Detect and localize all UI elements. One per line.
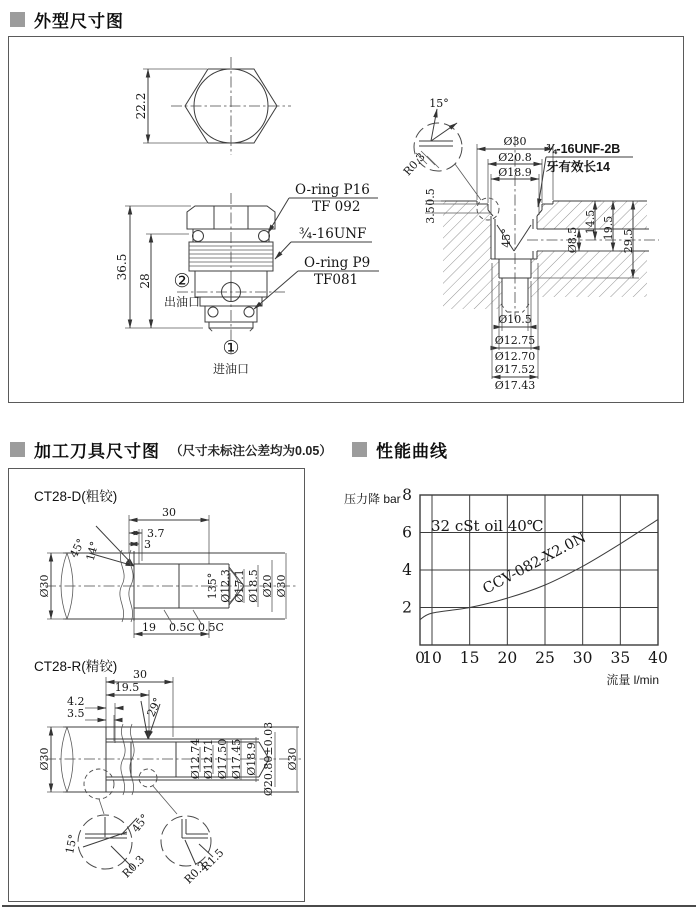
ct28r-detail-15: 15° [63, 833, 80, 855]
ct28d-chamfer2: 0.5C [198, 621, 224, 634]
section-outline-title: 外型尺寸图 [34, 12, 124, 31]
x-tick-label: 15 [459, 649, 480, 667]
port1-label: 进油口 [212, 362, 250, 376]
cavity-chamfer-45: 45° [500, 228, 513, 248]
x-tick-label: 20 [497, 649, 518, 667]
y-tick-label: 4 [402, 561, 412, 579]
svg-text:Ø17.1: Ø17.1 [233, 569, 246, 603]
ct28d-dim30: 30 [162, 506, 176, 519]
ct28d-dim37: 3.7 [147, 527, 165, 540]
dim-d30: Ø30 [503, 135, 527, 148]
dim-d1752: Ø17.52 [494, 363, 536, 376]
ct28r-dim42: 4.2 [67, 695, 85, 708]
svg-text:Ø30: Ø30 [286, 747, 299, 771]
dim-d208: Ø20.8 [498, 151, 532, 164]
dim-d1270: Ø12.70 [494, 350, 536, 363]
y-tick-label: 8 [402, 486, 412, 504]
x-tick-label: 30 [572, 649, 593, 667]
dim-d189: Ø18.9 [498, 166, 532, 179]
dim-d1275: Ø12.75 [494, 334, 536, 347]
y-axis-label: 压力降 bar [344, 492, 401, 506]
dim-d85: Ø8.5 [566, 226, 579, 254]
dim-28: 28 [138, 273, 152, 289]
x-tick-label: 0 [415, 649, 425, 667]
outline-drawing [9, 37, 682, 401]
x-axis-label: 流量 l/min [606, 673, 659, 687]
port2-label: 出油口 [163, 295, 201, 309]
bottom-rule [2, 905, 696, 907]
square-bullet-icon [10, 12, 25, 27]
x-tick-label: 35 [610, 649, 631, 667]
section-outline-header [10, 7, 124, 32]
curve-label: CCV-082-X2.0N [480, 529, 589, 598]
callout-oring-p9: O-ring P9 [304, 255, 371, 271]
callout-tf092: TF 092 [312, 199, 361, 215]
dim-d105: Ø10.5 [498, 313, 532, 326]
svg-text:Ø20: Ø20 [261, 574, 274, 598]
ct28r-title: CT28-R(精铰) [34, 659, 118, 674]
dim-145: 14.5 [584, 209, 597, 235]
tooling-drawing-frame [8, 468, 305, 902]
callout-tf081: TF081 [314, 272, 359, 288]
dim-d1743: Ø17.43 [494, 379, 536, 392]
ct28d-chamfer1: 0.5C [169, 621, 195, 634]
svg-text:Ø18.5: Ø18.5 [247, 569, 260, 603]
svg-text:Ø17.45: Ø17.45 [230, 738, 243, 780]
x-tick-label: 25 [535, 649, 555, 667]
section-tooling-header [10, 437, 332, 462]
ct28r-drawing [38, 668, 301, 814]
valve-front-view [177, 193, 285, 353]
tooling-drawing [9, 469, 303, 900]
outline-drawing-frame [8, 36, 684, 403]
y-tick-label: 6 [402, 523, 412, 542]
dim-295: 29.5 [622, 228, 635, 254]
x-tick-label: 40 [648, 649, 668, 667]
callout-unf: ¾-16UNF [299, 226, 367, 242]
y-tick-label: 2 [402, 598, 412, 617]
section-tooling-title: 加工刀具尺寸图 [34, 442, 160, 461]
ct28d-drawing [38, 506, 297, 638]
dim-22-2: 22.2 [134, 92, 148, 120]
ct28r-detail-right [161, 816, 226, 886]
svg-text:Ø30: Ø30 [275, 574, 288, 598]
ct28r-dim30: 30 [133, 668, 147, 681]
dim-35: 3.5 [424, 206, 437, 224]
square-bullet-icon [10, 442, 25, 457]
dim-36-5: 36.5 [115, 253, 129, 281]
performance-chart [338, 473, 700, 691]
detail-angle-15: 15° [429, 97, 449, 110]
ct28r-detail-r15: R1.5 [199, 846, 227, 874]
ct28d-dia-stack [219, 553, 288, 619]
ct28r-detail-r03: R0.3 [119, 852, 148, 881]
square-bullet-icon [352, 442, 367, 457]
port1-number: ① [222, 337, 240, 359]
callout-oring-p16: O-ring P16 [295, 182, 370, 198]
svg-text:Ø12.3: Ø12.3 [219, 569, 232, 603]
ct28r-detail-r02: R0.2 [181, 858, 210, 887]
dim-05: 0.5 [424, 188, 437, 206]
svg-text:Ø20.80±0.03: Ø20.80±0.03 [262, 721, 275, 797]
ct28r-dim35: 3.5 [67, 707, 85, 720]
section-performance-title: 性能曲线 [376, 442, 448, 461]
dim-195: 19.5 [602, 215, 615, 241]
svg-text:Ø12.74: Ø12.74 [189, 738, 202, 780]
ct28r-detail-45: 45° [129, 811, 152, 835]
hex-top-view [134, 57, 291, 155]
chart-annotation: 32 cSt oil 40℃ [431, 517, 544, 535]
svg-text:Ø18.9: Ø18.9 [245, 742, 258, 776]
ct28d-title: CT28-D(粗铰) [34, 489, 118, 504]
ct28d-angle14: 14° [83, 540, 102, 563]
cavity-thread-note: 牙有效长14 [546, 160, 610, 174]
ct28r-detail-left [63, 812, 151, 881]
ct28r-dim195: 19.5 [114, 681, 140, 694]
detail-r03: R0.3 [400, 150, 428, 179]
port2-number: ② [173, 270, 191, 292]
x-tick-label: 10 [422, 649, 442, 667]
ct28d-dim3: 3 [144, 538, 151, 551]
section-tooling-note: （尺寸未标注公差均为0.05） [170, 443, 332, 458]
ct28d-dim19: 19 [142, 621, 156, 634]
ct28r-angle29: 29° [144, 695, 165, 719]
svg-text:Ø17.50: Ø17.50 [216, 738, 229, 780]
ct28d-angle135: 135° [206, 572, 219, 600]
ct28r-shaft-dia: Ø30 [38, 747, 51, 771]
ct28d-shaft-dia: Ø30 [38, 574, 51, 598]
svg-text:Ø12.71: Ø12.71 [202, 738, 215, 780]
valve-front-dims [115, 206, 249, 376]
ct28d-angle45: 45° [67, 536, 88, 560]
section-performance-header [352, 437, 448, 462]
cavity-thread-label: ¾-16UNF-2B [546, 142, 621, 156]
